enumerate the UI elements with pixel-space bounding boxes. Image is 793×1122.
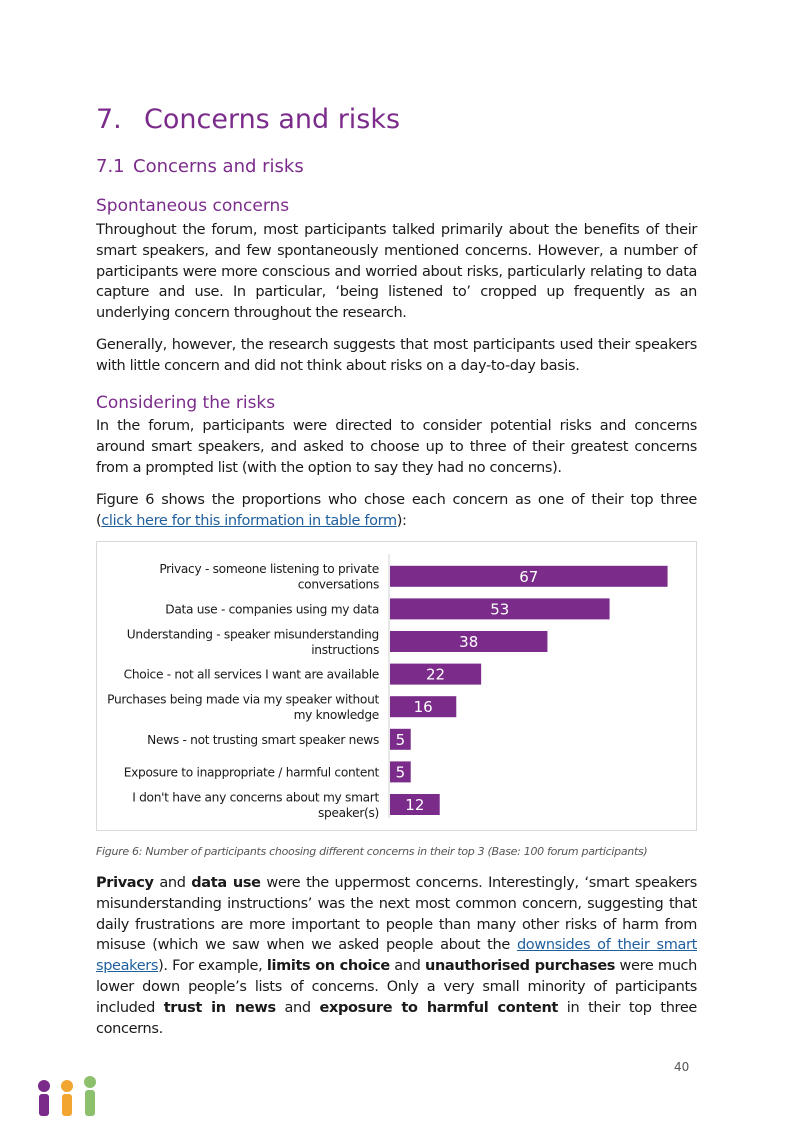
considering-paragraph-1: In the forum, participants were directed to consider potential risks and concerns around smart speakers, and asked to choose up to three of their greatest concerns from a prompted list (with the option to say they had no concerns). (96, 418, 697, 476)
category-label: Data use - companies using my data (165, 602, 379, 617)
concerns-bar-chart (97, 542, 696, 830)
bar-value-label: 53 (490, 600, 510, 619)
bar-value-label: 67 (519, 567, 539, 586)
summary-text: and (275, 999, 320, 1016)
spontaneous-heading: Spontaneous concerns (96, 196, 290, 216)
page-number: 40 (674, 1060, 690, 1074)
section-number: 7. (96, 104, 122, 135)
section-heading (96, 104, 400, 135)
bold-exposure: exposure to harmful content (319, 999, 559, 1016)
watermark-logo-icon (30, 1074, 110, 1118)
summary-text: in their top three concerns. (96, 999, 697, 1037)
category-label: Understanding - speaker misunderstanding instructions (126, 627, 379, 657)
bar-value-label: 5 (395, 763, 406, 782)
table-form-link[interactable]: click here for this information in table form (101, 512, 397, 529)
category-label: News - not trusting smart speaker news (147, 732, 379, 747)
summary-text: and (389, 958, 425, 975)
bold-trust-in-news: trust in news (163, 999, 276, 1016)
bar-value-label: 16 (413, 698, 433, 717)
category-label: Purchases being made via my speaker without my knowledge (107, 692, 379, 722)
category-label: Choice - not all services I want are available (123, 667, 379, 682)
summary-text: and (153, 875, 192, 891)
subsection-title: Concerns and risks (133, 156, 304, 177)
category-label: I don't have any concerns about my smart speaker(s) (132, 790, 379, 820)
spontaneous-paragraph-2: Generally, however, the research suggests that most participants used their speakers with little concern and did not think about risks on a day-to-day basis. (96, 337, 697, 374)
considering-paragraph-2 (96, 490, 697, 532)
bar-value-label: 5 (395, 730, 406, 749)
summary-text: were much lower down people’s lists of concerns. Only a very small minority of participants included (96, 958, 698, 1016)
bold-unauthorised-purchases: unauthorised purchases (424, 958, 616, 975)
bar-value-label: 12 (405, 796, 425, 814)
bold-limits-on-choice: limits on choice (266, 958, 390, 975)
category-label: Privacy - someone listening to private conversations (159, 562, 379, 592)
considering-heading: Considering the risks (96, 393, 276, 413)
spontaneous-paragraph-1: Throughout the forum, most participants talked primarily about the benefits of their smart speakers, and few spontaneously mentioned concerns. However, a number of participants were more conscious and worried about risks, particularly relating to data capture and use. In particular, ‘being listened to’ cropped up frequently as an underlying concern throughout the research. (96, 222, 697, 322)
summary-paragraph (96, 873, 697, 1039)
summary-text: were the uppermost concerns. Interestingly, ‘smart speakers misunderstanding instructions’ was the next most common concern, suggesting that daily frustrations are more important to people than many other risks of harm from misuse (which we saw when we asked people about the (96, 875, 698, 954)
figure-6-chart (96, 541, 697, 831)
figure-intro-text: Figure 6 shows the proportions who chose each concern as one of their top three ( (96, 492, 697, 529)
summary-text: ). For example, (158, 958, 267, 975)
bold-data-use: data use (191, 875, 261, 891)
figure-intro-end: ): (396, 512, 407, 529)
category-label: Exposure to inappropriate / harmful content (123, 765, 379, 780)
section-title: Concerns and risks (144, 104, 401, 135)
bar-value-label: 38 (459, 633, 479, 651)
bar-value-label: 22 (426, 665, 446, 684)
downsides-link[interactable]: downsides of their smart speakers (96, 937, 697, 975)
figure-caption: Figure 6: Number of participants choosing different concerns in their top 3 (Base: 100 forum participants) (96, 845, 648, 858)
subsection-heading (96, 156, 304, 177)
subsection-number: 7.1 (96, 156, 125, 177)
bold-privacy: Privacy (96, 875, 154, 891)
